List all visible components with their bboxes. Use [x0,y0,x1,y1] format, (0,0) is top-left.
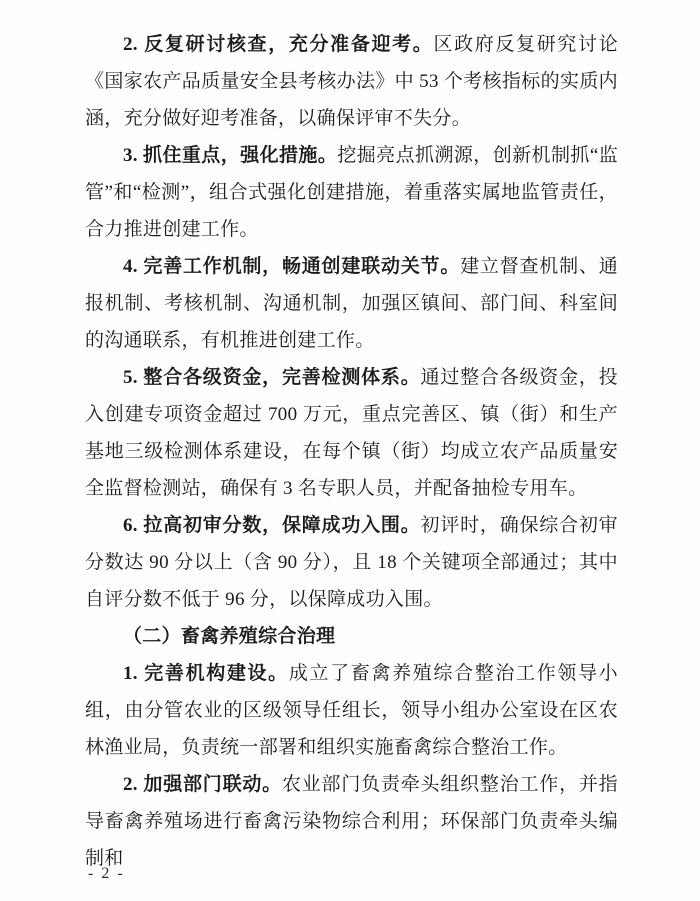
paragraph [85,766,618,877]
paragraph-text: 成立了畜禽养殖综合整治工作领导小组，由分管农业的区级领导任组长，领导小组办公室设在区农林渔业局，负责统一部署和组织实施畜禽综合整治工作。 [85,663,618,758]
paragraph [85,26,618,137]
paragraph-lead: 5. 整合各级资金，完善检测体系。 [123,367,421,388]
paragraph-text: 挖掘亮点抓溯源，创新机制抓“监管”和“检测”，组合式强化创建措施，着重落实属地监管责任，合力推进创建工作。 [85,145,618,240]
paragraph-text: 建立督查机制、通报机制、考核机制、沟通机制，加强区镇间、部门间、科室间的沟通联系，有机推进创建工作。 [85,256,618,351]
document-body [85,26,618,877]
section-heading-label: （二）畜禽养殖综合治理 [123,626,336,647]
paragraph-lead: 2. 反复研讨核查，充分准备迎考。 [123,34,434,55]
paragraph-text: 区政府反复研究讨论《国家农产品质量安全县考核办法》中 53 个考核指标的实质内涵，充分做好迎考准备，以确保评审不失分。 [85,34,619,129]
paragraph [85,359,618,507]
paragraph-text: 通过整合各级资金，投入创建专项资金超过 700 万元，重点完善区、镇（街）和生产基地三级检测体系建设，在每个镇（街）均成立农产品质量安全监督检测站，确保有 3 名专职人员，并配备抽检专用车。 [85,367,618,499]
section-heading [85,618,618,655]
page-number: - 2 - [88,865,125,882]
paragraph [85,137,618,248]
paragraph [85,655,618,766]
paragraph [85,507,618,618]
paragraph-lead: 2. 加强部门联动。 [123,774,282,795]
paragraph-lead: 3. 抓住重点，强化措施。 [123,145,338,166]
paragraph-lead: 1. 完善机构建设。 [123,663,289,684]
paragraph [85,248,618,359]
paragraph-lead: 4. 完善工作机制，畅通创建联动关节。 [123,256,461,277]
paragraph-lead: 6. 拉高初审分数，保障成功入围。 [123,515,421,536]
paragraph-text: 农业部门负责牵头组织整治工作，并指导畜禽养殖场进行畜禽污染物综合利用；环保部门负责牵头编制和 [85,774,618,869]
paragraph-text: 初评时，确保综合初审分数达 90 分以上（含 90 分），且 18 个关键项全部通过；其中自评分数不低于 96 分，以保障成功入围。 [85,515,618,610]
